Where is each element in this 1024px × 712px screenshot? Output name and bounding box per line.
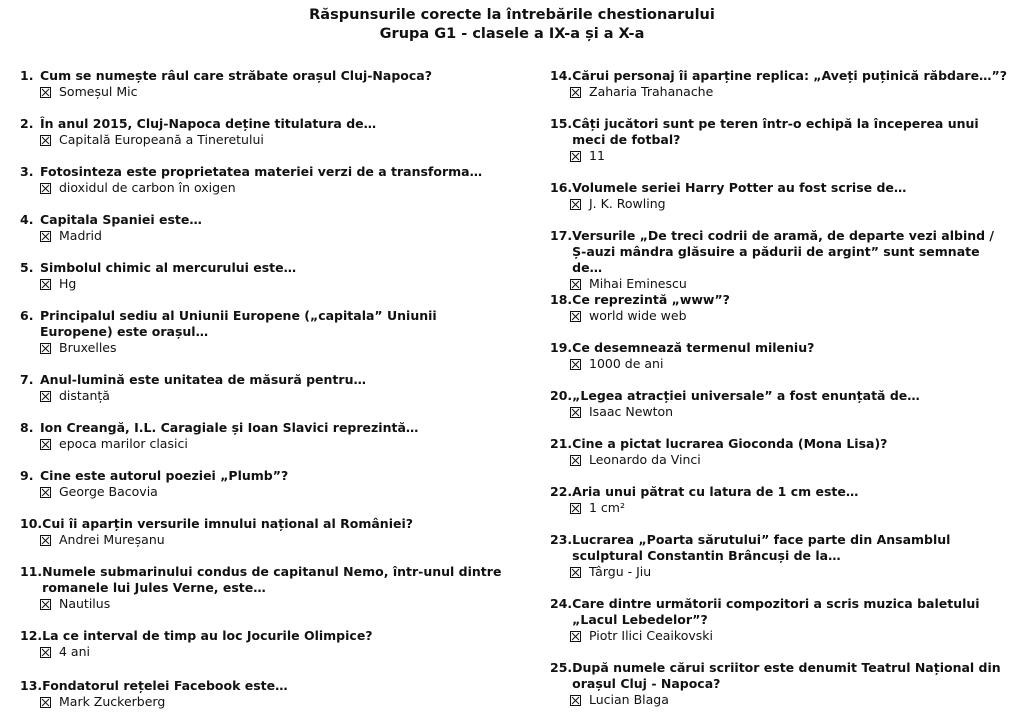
- question-text: Cum se numește râul care străbate orașul Cluj-Napoca?: [40, 68, 432, 83]
- question-text: Fotosinteza este proprietatea materiei verzi de a transforma…: [40, 164, 483, 179]
- question-number: 7.: [20, 372, 34, 387]
- question-text: Fondatorul rețelei Facebook este…: [42, 678, 288, 693]
- checked-box-icon: [570, 199, 581, 210]
- question-number: 17.: [550, 228, 573, 243]
- question-item: [20, 420, 418, 452]
- question-item: [550, 292, 730, 324]
- answer-text: Mihai Eminescu: [589, 276, 687, 291]
- question-text: Lucrarea „Poarta sărutului” face parte din Ansamblul sculptural Constantin Brâncuși de la…: [572, 532, 951, 563]
- question-text: În anul 2015, Cluj-Napoca deține titulatura de…: [40, 116, 377, 131]
- question-item: [20, 628, 373, 660]
- question-number: 22.: [550, 484, 573, 499]
- question-number: 14.: [550, 68, 573, 83]
- answer-text: Piotr Ilici Ceaikovski: [589, 628, 713, 643]
- checked-box-icon: [40, 647, 51, 658]
- question-text: Principalul sediu al Uniunii Europene („capitala” Uniunii Europene) este orașul…: [40, 308, 437, 339]
- question-item: [550, 436, 887, 468]
- question-item: [20, 164, 482, 196]
- question-number: 2.: [20, 116, 34, 131]
- question-text: Versurile „De treci codrii de aramă, de departe vezi albind / Ș-auzi mândra glăsuire a pădurii de argint” sunt semnate de…: [572, 228, 994, 275]
- answer-text: Mark Zuckerberg: [59, 694, 166, 709]
- question-number: 8.: [20, 420, 34, 435]
- question-item: [20, 678, 288, 710]
- answer-text: J. K. Rowling: [589, 196, 666, 211]
- question-number: 9.: [20, 468, 34, 483]
- question-number: 15.: [550, 116, 573, 131]
- question-number: 1.: [20, 68, 34, 83]
- checked-box-icon: [570, 407, 581, 418]
- checked-box-icon: [40, 135, 51, 146]
- question-item: [550, 388, 920, 420]
- checked-box-icon: [570, 503, 581, 514]
- question-item: [550, 660, 1010, 708]
- question-text: Ce desemnează termenul mileniu?: [572, 340, 815, 355]
- checked-box-icon: [570, 87, 581, 98]
- question-text: Capitala Spaniei este…: [40, 212, 202, 227]
- checked-box-icon: [40, 697, 51, 708]
- question-number: 4.: [20, 212, 34, 227]
- page-title: Răspunsurile corecte la întrebările chestionarului: [309, 7, 715, 23]
- answer-text: distanță: [59, 388, 110, 403]
- question-text: Câți jucători sunt pe teren într-o echipă la începerea unui meci de fotbal?: [572, 116, 979, 147]
- answer-text: George Bacovia: [59, 484, 158, 499]
- question-item: [550, 116, 1010, 164]
- answer-text: Bruxelles: [59, 340, 117, 355]
- checked-box-icon: [570, 455, 581, 466]
- answer-text: Târgu - Jiu: [589, 564, 652, 579]
- question-item: [20, 564, 510, 612]
- question-item: [550, 180, 906, 212]
- question-text: Cărui personaj îi aparține replica: „Aveți puținică răbdare…”?: [572, 68, 1008, 83]
- question-number: 5.: [20, 260, 34, 275]
- question-item: [550, 68, 1007, 100]
- question-item: [550, 340, 814, 372]
- answer-text: Nautilus: [59, 596, 111, 611]
- question-number: 10.: [20, 516, 43, 531]
- question-number: 6.: [20, 308, 34, 323]
- question-number: 24.: [550, 596, 573, 611]
- question-text: Care dintre următorii compozitori a scris muzica baletului „Lacul Lebedelor”?: [572, 596, 980, 627]
- question-item: [20, 260, 296, 292]
- checked-box-icon: [40, 599, 51, 610]
- question-item: [20, 372, 366, 404]
- question-text: La ce interval de timp au loc Jocurile Olimpice?: [42, 628, 373, 643]
- answer-text: Zaharia Trahanache: [589, 84, 714, 99]
- question-text: Ion Creangă, I.L. Caragiale și Ioan Slavici reprezintă…: [40, 420, 419, 435]
- checked-box-icon: [570, 695, 581, 706]
- question-text: Aria unui pătrat cu latura de 1 cm este…: [572, 484, 859, 499]
- answer-text: Isaac Newton: [589, 404, 674, 419]
- question-number: 16.: [550, 180, 573, 195]
- question-item: [550, 596, 1010, 644]
- question-number: 21.: [550, 436, 573, 451]
- checked-box-icon: [40, 279, 51, 290]
- question-text: Anul-lumină este unitatea de măsură pentru…: [40, 372, 366, 387]
- checked-box-icon: [570, 279, 581, 290]
- checked-box-icon: [40, 535, 51, 546]
- page-subtitle: Grupa G1 - clasele a IX-a și a X-a: [379, 26, 645, 42]
- question-item: [20, 68, 432, 100]
- question-item: [20, 212, 202, 244]
- question-text: „Legea atracției universale” a fost enunțată de…: [572, 388, 920, 403]
- answer-text: Madrid: [59, 228, 102, 243]
- question-text: După numele cărui scriitor este denumit Teatrul Național din orașul Cluj - Napoca?: [572, 660, 1001, 691]
- answer-text: 4 ani: [59, 644, 90, 659]
- checked-box-icon: [570, 151, 581, 162]
- question-text: Volumele seriei Harry Potter au fost scrise de…: [572, 180, 907, 195]
- question-item: [550, 532, 1010, 580]
- checked-box-icon: [570, 631, 581, 642]
- checked-box-icon: [570, 311, 581, 322]
- question-item: [20, 468, 288, 500]
- question-number: 23.: [550, 532, 573, 547]
- question-text: Cine a pictat lucrarea Gioconda (Mona Lisa)?: [572, 436, 888, 451]
- checked-box-icon: [40, 487, 51, 498]
- question-item: [550, 484, 858, 516]
- question-number: 19.: [550, 340, 573, 355]
- answer-text: epoca marilor clasici: [59, 436, 188, 451]
- answer-text: world wide web: [589, 308, 687, 323]
- question-item: [20, 308, 510, 356]
- question-text: Cine este autorul poeziei „Plumb”?: [40, 468, 289, 483]
- question-text: Ce reprezintă „www”?: [572, 292, 730, 307]
- question-number: 13.: [20, 678, 43, 693]
- question-text: Numele submarinului condus de capitanul Nemo, într-unul dintre romanele lui Jules Verne, este…: [42, 564, 502, 595]
- checked-box-icon: [40, 391, 51, 402]
- question-item: [20, 116, 376, 148]
- checked-box-icon: [40, 343, 51, 354]
- answer-text: 11: [589, 148, 605, 163]
- answer-text: Hg: [59, 276, 77, 291]
- answer-text: 1000 de ani: [589, 356, 664, 371]
- checked-box-icon: [40, 439, 51, 450]
- question-item: [550, 228, 1010, 292]
- answer-text: Leonardo da Vinci: [589, 452, 701, 467]
- question-number: 11.: [20, 564, 43, 579]
- page-header: [0, 6, 1024, 44]
- answer-text: 1 cm²: [589, 500, 625, 515]
- question-text: Simbolul chimic al mercurului este…: [40, 260, 297, 275]
- checked-box-icon: [40, 183, 51, 194]
- question-text: Cui îi aparțin versurile imnului național al României?: [42, 516, 413, 531]
- checked-box-icon: [570, 359, 581, 370]
- answer-text: Andrei Mureșanu: [59, 532, 165, 547]
- checked-box-icon: [570, 567, 581, 578]
- checked-box-icon: [40, 87, 51, 98]
- answer-text: Lucian Blaga: [589, 692, 669, 707]
- question-number: 18.: [550, 292, 573, 307]
- question-number: 12.: [20, 628, 43, 643]
- answer-text: Someșul Mic: [59, 84, 138, 99]
- answer-text: Capitală Europeană a Tineretului: [59, 132, 264, 147]
- answer-text: dioxidul de carbon în oxigen: [59, 180, 236, 195]
- question-item: [20, 516, 413, 548]
- question-number: 25.: [550, 660, 573, 675]
- question-number: 20.: [550, 388, 573, 403]
- checked-box-icon: [40, 231, 51, 242]
- question-number: 3.: [20, 164, 34, 179]
